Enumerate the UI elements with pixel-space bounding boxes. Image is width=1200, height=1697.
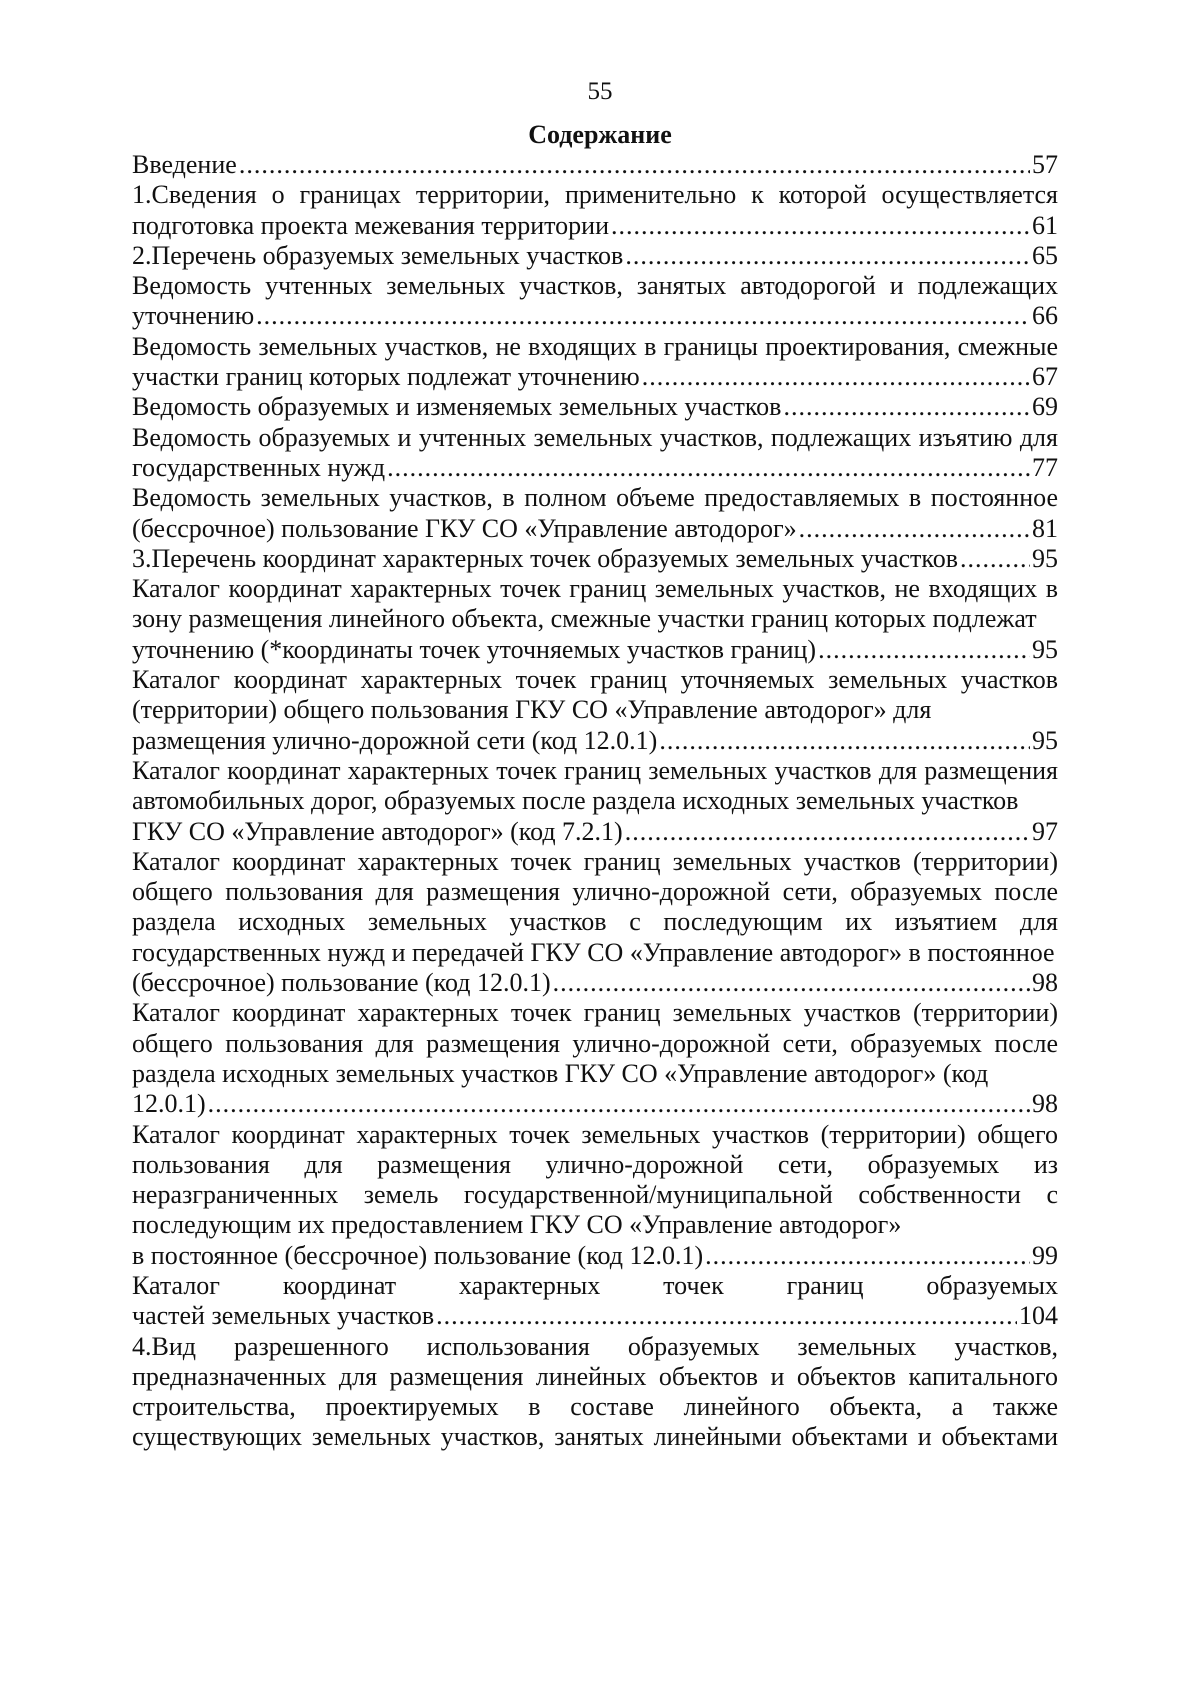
toc-dot-leader bbox=[387, 453, 1030, 483]
toc-entry[interactable] bbox=[132, 180, 1058, 241]
toc-page-number: 104 bbox=[1019, 1301, 1058, 1331]
toc-dot-leader bbox=[239, 150, 1030, 180]
page-title: Содержание bbox=[528, 120, 672, 149]
toc-entry-title: Каталог координат характерных точек границ земельных участков для размещения автомобильных дорог, образуемых после раздела исходных земельных участков bbox=[132, 755, 1058, 816]
toc-entry-title-end: подготовка проекта межевания территории bbox=[132, 210, 610, 240]
toc-dot-leader bbox=[960, 544, 1030, 574]
toc-entry-title: 2.Перечень образуемых земельных участков bbox=[132, 240, 624, 270]
toc-entry[interactable] bbox=[132, 544, 1058, 574]
toc-entry-title-end: размещения улично-дорожной сети (код 12.0.1) bbox=[132, 725, 658, 755]
toc-page-number: 95 bbox=[1032, 725, 1058, 755]
toc-dot-leader bbox=[436, 1301, 1017, 1331]
toc-entry-title-end: частей земельных участков bbox=[132, 1301, 435, 1331]
toc-leader-line bbox=[132, 968, 1058, 998]
toc-page-number: 77 bbox=[1032, 452, 1058, 482]
toc-page-number: 61 bbox=[1032, 210, 1058, 240]
toc-entry-title: Ведомость образуемых и изменяемых земельных участков bbox=[132, 392, 782, 422]
toc-entry[interactable] bbox=[132, 1271, 1058, 1332]
toc-page-number: 99 bbox=[1032, 1240, 1058, 1270]
toc-dot-leader bbox=[818, 635, 1030, 665]
toc-dot-leader bbox=[705, 1241, 1030, 1271]
toc-entry[interactable] bbox=[132, 483, 1058, 544]
toc-entry-title: 1.Сведения о границах территории, применительно к которой осуществляется bbox=[132, 180, 1058, 210]
toc-entry-title-end: уточнению bbox=[132, 301, 255, 331]
toc-entry-title: 4.Вид разрешенного использования образуемых земельных участков, предназначенных для размещения линейных объектов и объектов капитального строительства, проектируемых в составе линейного объекта, а также существующих земельных участков, занятых линейными объектами и объектами bbox=[132, 1331, 1058, 1452]
toc-leader-line bbox=[132, 726, 1058, 756]
toc-entry[interactable] bbox=[132, 665, 1058, 756]
toc-entry-title: Ведомость земельных участков, не входящих в границы проектирования, смежные bbox=[132, 331, 1058, 361]
toc-page-number: 95 bbox=[1032, 634, 1058, 664]
toc-entry-title: Ведомость земельных участков, в полном объеме предоставляемых в постоянное bbox=[132, 483, 1058, 513]
toc-entry-title-end: в постоянное (бессрочное) пользование (код 12.0.1) bbox=[132, 1240, 704, 1270]
toc-leader-line bbox=[132, 1301, 1058, 1331]
toc-page-number: 98 bbox=[1032, 1089, 1058, 1119]
toc-leader-line bbox=[132, 635, 1058, 665]
toc-page-number: 67 bbox=[1032, 362, 1058, 392]
toc-dot-leader bbox=[625, 241, 1030, 271]
toc-leader-line bbox=[132, 817, 1058, 847]
toc-page-number: 69 bbox=[1032, 392, 1058, 422]
toc-leader-line bbox=[132, 453, 1058, 483]
toc-entry-title: Ведомость учтенных земельных участков, занятых автодорогой и подлежащих bbox=[132, 271, 1058, 301]
toc-dot-leader bbox=[553, 968, 1030, 998]
toc-leader-line bbox=[132, 1089, 1058, 1119]
toc-entry[interactable] bbox=[132, 847, 1058, 998]
toc-entry[interactable] bbox=[132, 150, 1058, 180]
toc-entry-title: Каталог координат характерных точек границ образуемых bbox=[132, 1270, 1058, 1300]
toc-page-number: 98 bbox=[1032, 968, 1058, 998]
toc-entry-title-end: уточнению (*координаты точек уточняемых участков границ) bbox=[132, 634, 817, 664]
toc-entry[interactable] bbox=[132, 241, 1058, 271]
toc-page-number: 97 bbox=[1032, 816, 1058, 846]
toc-leader-line bbox=[132, 362, 1058, 392]
toc-entry[interactable] bbox=[132, 1332, 1058, 1453]
toc-leader-line bbox=[132, 301, 1058, 331]
toc-entry-title-end: государственных нужд bbox=[132, 452, 386, 482]
toc-entry-title-end: (бессрочное) пользование (код 12.0.1) bbox=[132, 968, 551, 998]
toc-leader-line bbox=[132, 514, 1058, 544]
toc-entry-title: Введение bbox=[132, 150, 237, 179]
toc-entry-title: Ведомость образуемых и учтенных земельных участков, подлежащих изъятию для bbox=[132, 422, 1058, 452]
toc-leader-line bbox=[132, 544, 1058, 574]
toc-entry[interactable] bbox=[132, 1120, 1058, 1271]
toc-dot-leader bbox=[659, 726, 1030, 756]
toc-entry-title-end: (бессрочное) пользование ГКУ СО «Управление автодорог» bbox=[132, 513, 797, 543]
toc-entry[interactable] bbox=[132, 392, 1058, 422]
toc-leader-line bbox=[132, 1241, 1058, 1271]
toc-dot-leader bbox=[799, 514, 1030, 544]
toc-entry-title: Каталог координат характерных точек земельных участков (территории) общего пользования для размещения улично-дорожной сети, образуемых из неразграниченных земель государственной/муниципальной собственности с последующим их предоставлением ГКУ СО «Управление автодорог» bbox=[132, 1119, 1058, 1240]
toc-entry[interactable] bbox=[132, 574, 1058, 665]
toc-leader-line bbox=[132, 211, 1058, 241]
toc-entry-title-end: участки границ которых подлежат уточнению bbox=[132, 362, 640, 392]
toc-leader-line bbox=[132, 150, 1058, 180]
toc-entry-title: Каталог координат характерных точек границ земельных участков, не входящих в зону размещения линейного объекта, смежные участки границ которых подлежат bbox=[132, 574, 1058, 634]
toc-page-number: 95 bbox=[1032, 543, 1058, 573]
toc-entry[interactable] bbox=[132, 332, 1058, 393]
toc-entry[interactable] bbox=[132, 756, 1058, 847]
toc-entry[interactable] bbox=[132, 423, 1058, 484]
toc-entry-title-end: ГКУ СО «Управление автодорог» (код 7.2.1) bbox=[132, 816, 623, 846]
toc-entry-title: Каталог координат характерных точек границ земельных участков (территории) общего пользования для размещения улично-дорожной сети, образуемых после раздела исходных земельных участков ГКУ СО «Управление автодорог» (код bbox=[132, 998, 1058, 1088]
toc-entry[interactable] bbox=[132, 271, 1058, 332]
toc-leader-line bbox=[132, 241, 1058, 271]
toc-page-number: 81 bbox=[1032, 513, 1058, 543]
toc-page-number: 57 bbox=[1032, 150, 1058, 179]
toc-dot-leader bbox=[611, 211, 1030, 241]
toc-page-number: 65 bbox=[1032, 240, 1058, 270]
toc-dot-leader bbox=[208, 1089, 1030, 1119]
toc-leader-line bbox=[132, 392, 1058, 422]
toc-dot-leader bbox=[625, 817, 1030, 847]
toc-page-number: 66 bbox=[1032, 301, 1058, 331]
toc-entry-title-end: 12.0.1) bbox=[132, 1089, 206, 1119]
table-of-contents bbox=[132, 150, 1058, 1453]
toc-entry-title: Каталог координат характерных точек границ уточняемых земельных участков (территории) общего пользования ГКУ СО «Управление автодорог» для bbox=[132, 665, 1058, 725]
toc-entry-title: 3.Перечень координат характерных точек образуемых земельных участков bbox=[132, 543, 958, 573]
toc-entry-title: Каталог координат характерных точек границ земельных участков (территории) общего пользования для размещения улично-дорожной сети, образуемых после раздела исходных земельных участков с последующим их изъятием для государственных нужд и передачей ГКУ СО «Управление автодорог» в постоянное bbox=[132, 846, 1058, 967]
toc-dot-leader bbox=[642, 362, 1030, 392]
page-number: 55 bbox=[587, 78, 613, 105]
toc-dot-leader bbox=[256, 301, 1030, 331]
toc-dot-leader bbox=[783, 392, 1030, 422]
toc-entry[interactable] bbox=[132, 998, 1058, 1119]
